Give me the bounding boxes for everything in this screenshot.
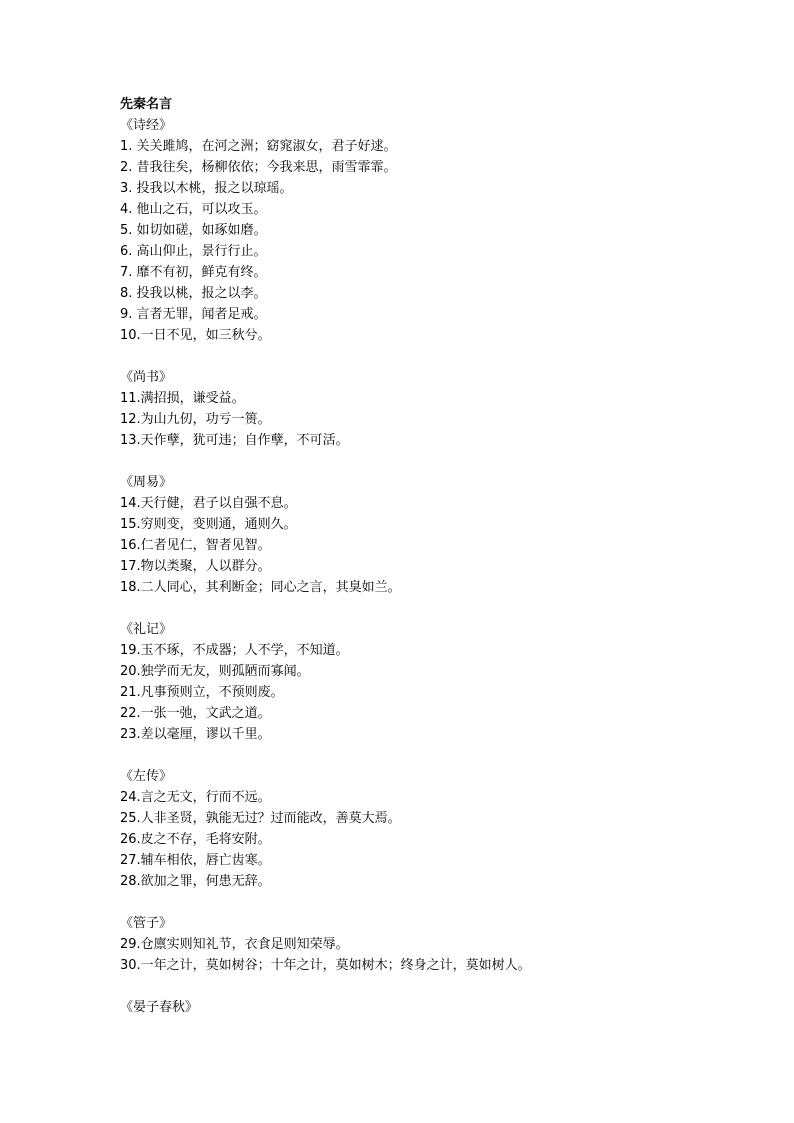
- quote-line: 30.一年之计，莫如树谷；十年之计，莫如树木；终身之计，莫如树人。: [120, 958, 531, 973]
- section-zhouyi: [120, 472, 760, 598]
- quote-line: 19.玉不琢，不成器；人不学，不知道。: [120, 643, 349, 658]
- quote-line: 25.人非圣贤，孰能无过？过而能改，善莫大焉。: [120, 811, 401, 826]
- quote-line: 23.差以毫厘，谬以千里。: [120, 727, 271, 742]
- section-heading: 《晏子春秋》: [120, 1000, 199, 1015]
- quote-line: 20.独学而无友，则孤陋而寡闻。: [120, 664, 310, 679]
- quote-line: 6. 高山仰止，景行行止。: [120, 244, 267, 259]
- section-guanzi: [120, 913, 760, 976]
- quote-line: 13.天作孽，犹可违；自作孽，不可活。: [120, 433, 349, 448]
- document-title: 先秦名言: [120, 97, 173, 112]
- quote-line: 27.辅车相依，唇亡齿寒。: [120, 853, 271, 868]
- quote-line: 10.一日不见，如三秋兮。: [120, 328, 271, 343]
- quote-line: 11.满招损，谦受益。: [120, 391, 245, 406]
- quote-line: 3. 投我以木桃，报之以琼瑶。: [120, 181, 293, 196]
- quote-line: 1. 关关雎鸠，在河之洲；窈窕淑女，君子好逑。: [120, 139, 397, 154]
- quote-line: 4. 他山之石，可以攻玉。: [120, 202, 267, 217]
- quote-line: 2. 昔我往矣，杨柳依依；今我来思，雨雪霏霏。: [120, 160, 397, 175]
- section-liji: [120, 619, 760, 745]
- section-heading: 《诗经》: [120, 118, 173, 133]
- quote-line: 9. 言者无罪，闻者足戒。: [120, 307, 267, 322]
- quote-line: 28.欲加之罪，何患无辞。: [120, 874, 271, 889]
- quote-line: 21.凡事预则立，不预则废。: [120, 685, 284, 700]
- section-shijing: [120, 115, 760, 346]
- section-heading: 《左传》: [120, 769, 173, 784]
- section-heading: 《管子》: [120, 916, 173, 931]
- section-shangshu: [120, 367, 760, 451]
- quote-line: 8. 投我以桃，报之以李。: [120, 286, 267, 301]
- quote-line: 17.物以类聚，人以群分。: [120, 559, 271, 574]
- quote-line: 22.一张一弛，文武之道。: [120, 706, 271, 721]
- quote-line: 15.穷则变，变则通，通则久。: [120, 517, 297, 532]
- document-page: [120, 94, 760, 1018]
- section-zuozhuan: [120, 766, 760, 892]
- quote-line: 24.言之无文，行而不远。: [120, 790, 271, 805]
- section-yanzi-chunqiu: [120, 997, 760, 1018]
- quote-line: 14.天行健，君子以自强不息。: [120, 496, 297, 511]
- quote-line: 18.二人同心，其利断金；同心之言，其臭如兰。: [120, 580, 401, 595]
- quote-line: 5. 如切如磋，如琢如磨。: [120, 223, 267, 238]
- quote-line: 12.为山九仞，功亏一篑。: [120, 412, 271, 427]
- section-heading: 《礼记》: [120, 622, 173, 637]
- quote-line: 7. 靡不有初，鲜克有终。: [120, 265, 267, 280]
- quote-line: 26.皮之不存，毛将安附。: [120, 832, 271, 847]
- section-heading: 《周易》: [120, 475, 173, 490]
- quote-line: 16.仁者见仁，智者见智。: [120, 538, 271, 553]
- section-heading: 《尚书》: [120, 370, 173, 385]
- quote-line: 29.仓廪实则知礼节，衣食足则知荣辱。: [120, 937, 349, 952]
